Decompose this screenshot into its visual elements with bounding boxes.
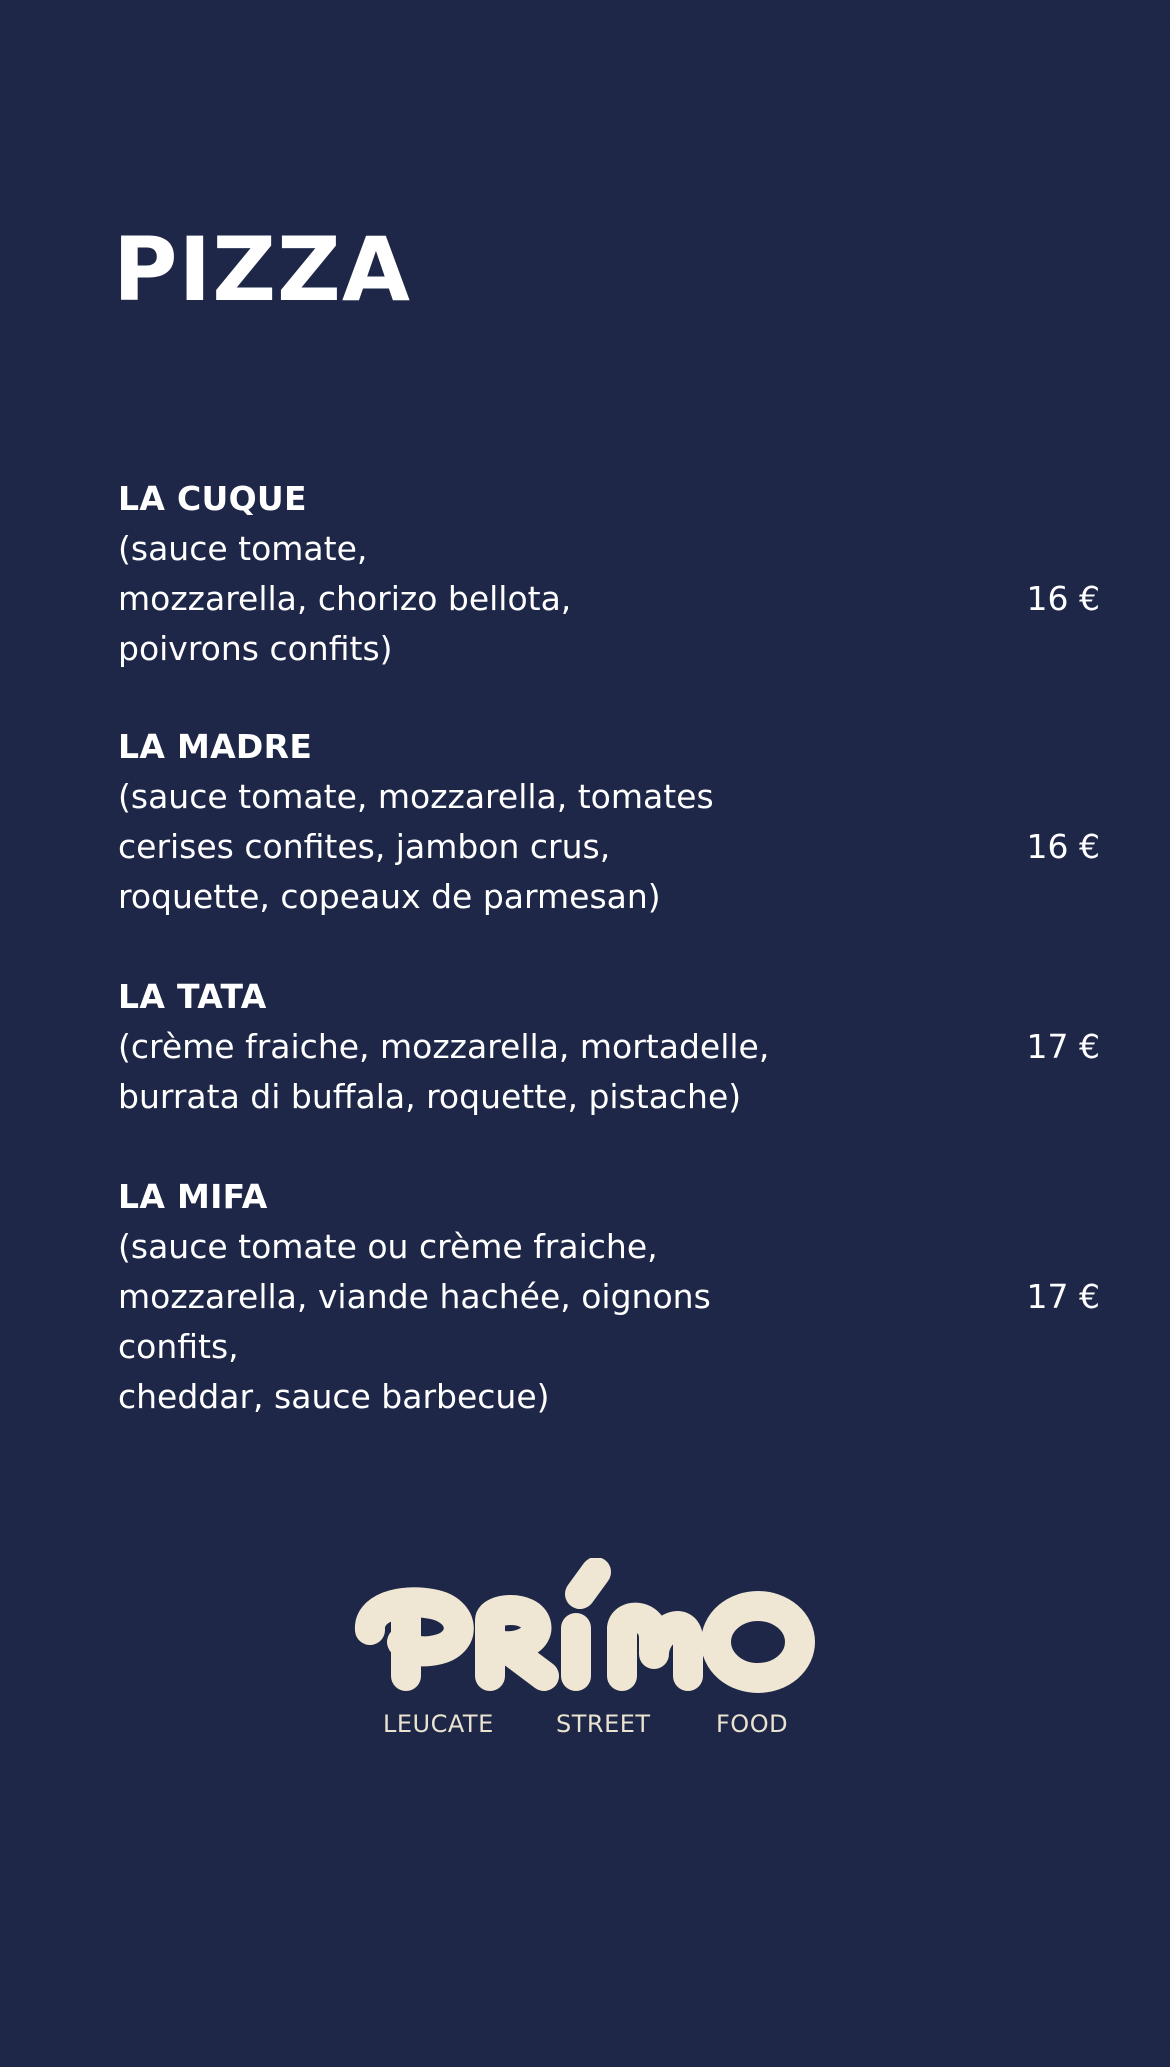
tagline-word: STREET (556, 1710, 651, 1738)
menu-item-la-tata (118, 972, 1100, 1122)
menu-item-la-madre (118, 722, 1100, 922)
item-description: (sauce tomate ou crème fraiche, mozzarella, viande hachée, oignons confits, cheddar, sauce barbecue) (118, 1227, 711, 1416)
item-description: (sauce tomate, mozzarella, tomates cerises confites, jambon crus, roquette, copeaux de parmesan) (118, 777, 714, 916)
menu-item-la-mifa (118, 1172, 1100, 1422)
item-description: (crème fraiche, mozzarella, mortadelle, burrata di buffala, roquette, pistache) (118, 1027, 770, 1116)
page-title: PIZZA (113, 218, 411, 321)
item-price: 17 € (1026, 1027, 1100, 1066)
item-price: 16 € (1026, 579, 1100, 618)
brand-logo-graphic (340, 1558, 820, 1708)
item-price: 17 € (1026, 1277, 1100, 1316)
tagline-word: LEUCATE (383, 1710, 494, 1738)
item-name: LA TATA (118, 977, 267, 1016)
item-price: 16 € (1026, 827, 1100, 866)
item-name: LA CUQUE (118, 479, 307, 518)
item-name: LA MADRE (118, 727, 313, 766)
item-name: LA MIFA (118, 1177, 268, 1216)
tagline-word: FOOD (716, 1710, 789, 1738)
item-description: (sauce tomate, mozzarella, chorizo bellota, poivrons confits) (118, 529, 572, 668)
brand-tagline (0, 1710, 1170, 1740)
menu-item-la-cuque (118, 474, 1100, 674)
